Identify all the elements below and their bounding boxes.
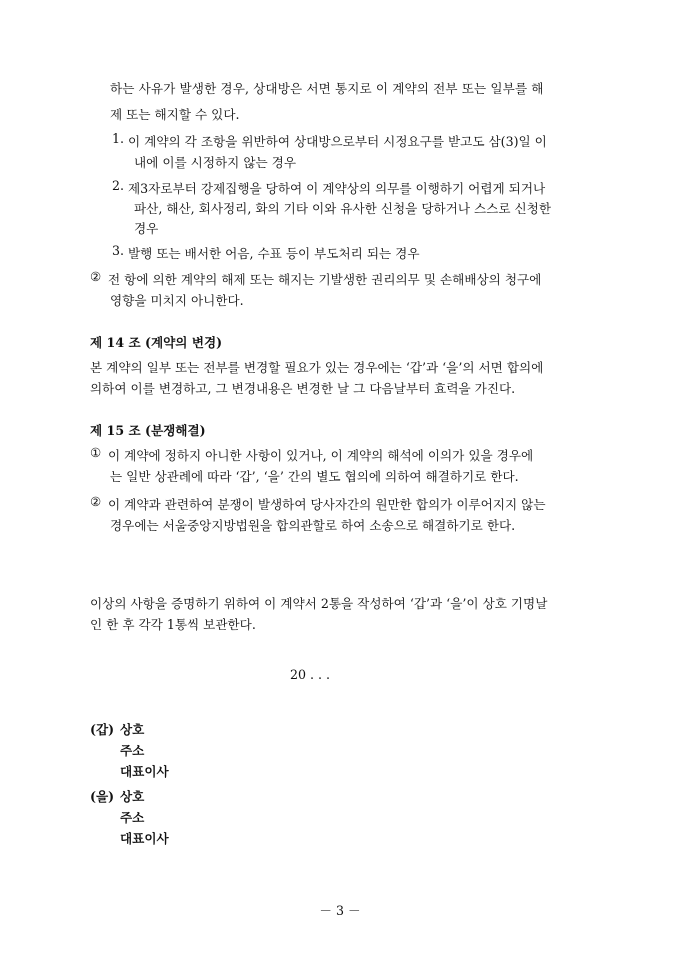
article-text: 본 계약의 일부 또는 전부를 변경할 필요가 있는 경우에는 ‘갑’과 ‘을’의 서면 합의에 <box>90 360 544 375</box>
party-a-address-label: 주소 <box>120 743 145 758</box>
clause-marker: ② <box>90 494 102 509</box>
list-item-number: 2. <box>112 178 125 193</box>
article-heading: 제 14 조 (계약의 변경) <box>90 335 223 350</box>
list-item-number: 1. <box>112 131 125 146</box>
party-b-company-label: 상호 <box>120 789 145 804</box>
closing-text: 인 한 후 각각 1통씩 보관한다. <box>90 617 256 632</box>
list-item-text: 내에 이를 시정하지 않는 경우 <box>134 155 296 170</box>
body-text-line: 하는 사유가 발생한 경우, 상대방은 서면 통지로 이 계약의 전부 또는 일부를 해 <box>110 81 544 96</box>
party-b-address-label: 주소 <box>120 810 145 825</box>
clause-marker: ② <box>90 269 102 284</box>
party-a-ceo-label: 대표이사 <box>120 764 169 779</box>
list-item-text: 제3자로부터 강제집행을 당하여 이 계약상의 의무를 이행하기 어렵게 되거나 <box>128 181 546 196</box>
article-text: 의하여 이를 변경하고, 그 변경내용은 변경한 날 그 다음날부터 효력을 가진다. <box>90 381 516 396</box>
party-a-company-label: 상호 <box>120 722 145 737</box>
party-b-label: (을) <box>90 789 115 804</box>
clause-text: 전 항에 의한 계약의 해제 또는 해지는 기발생한 권리의무 및 손해배상의 청구에 <box>108 272 542 287</box>
party-a-label: (갑) <box>90 722 115 737</box>
party-b-ceo-label: 대표이사 <box>120 831 169 846</box>
body-text-line: 제 또는 해지할 수 있다. <box>110 107 240 122</box>
clause-text: 이 계약과 관련하여 분쟁이 발생하여 당사자간의 원만한 합의가 이루어지지 않는 <box>108 497 546 512</box>
list-item-text: 파산, 해산, 회사정리, 화의 기타 이와 유사한 신청을 당하거나 스스로 신청한 <box>134 201 552 216</box>
closing-text: 이상의 사항을 증명하기 위하여 이 계약서 2통을 작성하여 ‘갑’과 ‘을’이 상호 기명날 <box>90 596 548 611</box>
clause-text: 경우에는 서울중앙지방법원을 합의관할로 하여 소송으로 해결하기로 한다. <box>110 518 516 533</box>
list-item-text: 경우 <box>134 221 159 236</box>
page-number: － 3 － <box>319 903 361 918</box>
clause-text: 는 일반 상관례에 따라 ‘갑’, ‘을’ 간의 별도 협의에 의하여 해결하기로 한다. <box>110 469 519 484</box>
list-item-number: 3. <box>112 243 125 258</box>
article-heading: 제 15 조 (분쟁해결) <box>90 423 206 438</box>
contract-date: 20 . . . <box>290 667 331 682</box>
clause-text: 이 계약에 정하지 아니한 사항이 있거나, 이 계약의 해석에 이의가 있을 경우에 <box>108 448 534 463</box>
clause-text: 영향을 미치지 아니한다. <box>110 293 244 308</box>
clause-marker: ① <box>90 445 102 460</box>
list-item-text: 이 계약의 각 조항을 위반하여 상대방으로부터 시정요구를 받고도 삼(3)일 이 <box>128 134 547 149</box>
list-item-text: 발행 또는 배서한 어음, 수표 등이 부도처리 되는 경우 <box>128 246 420 261</box>
